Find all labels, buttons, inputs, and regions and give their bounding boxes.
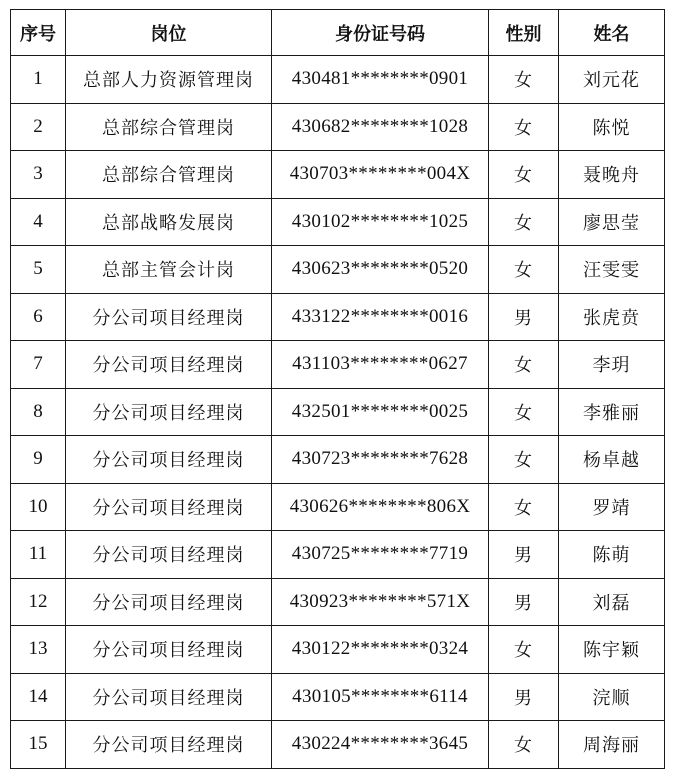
header-serial-number: 序号 — [11, 10, 66, 56]
serial-number-cell: 2 — [11, 103, 66, 151]
id-number-cell: 433122********0016 — [272, 293, 489, 341]
table-row — [11, 531, 665, 579]
serial-number-cell: 9 — [11, 436, 66, 484]
header-gender: 性别 — [489, 10, 559, 56]
table-row — [11, 626, 665, 674]
position-cell: 分公司项目经理岗 — [66, 531, 272, 579]
serial-number-cell: 5 — [11, 246, 66, 294]
table-row — [11, 151, 665, 199]
position-cell: 分公司项目经理岗 — [66, 578, 272, 626]
gender-cell: 男 — [489, 578, 559, 626]
gender-cell: 女 — [489, 246, 559, 294]
name-cell: 李雅丽 — [559, 388, 665, 436]
name-cell: 浣顺 — [559, 673, 665, 721]
id-number-cell: 430102********1025 — [272, 198, 489, 246]
gender-cell: 女 — [489, 56, 559, 104]
header-row — [11, 10, 665, 56]
position-cell: 总部综合管理岗 — [66, 151, 272, 199]
position-cell: 分公司项目经理岗 — [66, 483, 272, 531]
serial-number-cell: 14 — [11, 673, 66, 721]
position-cell: 分公司项目经理岗 — [66, 673, 272, 721]
id-number-cell: 430105********6114 — [272, 673, 489, 721]
position-cell: 分公司项目经理岗 — [66, 626, 272, 674]
header-position: 岗位 — [66, 10, 272, 56]
serial-number-cell: 13 — [11, 626, 66, 674]
serial-number-cell: 12 — [11, 578, 66, 626]
id-number-cell: 430723********7628 — [272, 436, 489, 484]
table-row — [11, 673, 665, 721]
name-cell: 周海丽 — [559, 721, 665, 769]
name-cell: 陈悦 — [559, 103, 665, 151]
table-header — [11, 10, 665, 56]
name-cell: 廖思莹 — [559, 198, 665, 246]
table-row — [11, 483, 665, 531]
name-cell: 汪雯雯 — [559, 246, 665, 294]
name-cell: 聂晚舟 — [559, 151, 665, 199]
position-cell: 分公司项目经理岗 — [66, 721, 272, 769]
gender-cell: 男 — [489, 673, 559, 721]
table-row — [11, 198, 665, 246]
serial-number-cell: 7 — [11, 341, 66, 389]
gender-cell: 男 — [489, 531, 559, 579]
gender-cell: 女 — [489, 103, 559, 151]
id-number-cell: 430923********571X — [272, 578, 489, 626]
table-row — [11, 56, 665, 104]
name-cell: 张虎贲 — [559, 293, 665, 341]
table-body — [11, 56, 665, 769]
serial-number-cell: 6 — [11, 293, 66, 341]
gender-cell: 女 — [489, 341, 559, 389]
id-number-cell: 430122********0324 — [272, 626, 489, 674]
id-number-cell: 431103********0627 — [272, 341, 489, 389]
id-number-cell: 430626********806X — [272, 483, 489, 531]
table-row — [11, 578, 665, 626]
position-cell: 总部综合管理岗 — [66, 103, 272, 151]
name-cell: 李玥 — [559, 341, 665, 389]
gender-cell: 女 — [489, 388, 559, 436]
document-page — [10, 9, 665, 769]
gender-cell: 女 — [489, 151, 559, 199]
serial-number-cell: 4 — [11, 198, 66, 246]
serial-number-cell: 3 — [11, 151, 66, 199]
table-row — [11, 388, 665, 436]
id-number-cell: 430703********004X — [272, 151, 489, 199]
id-number-cell: 430682********1028 — [272, 103, 489, 151]
id-number-cell: 432501********0025 — [272, 388, 489, 436]
header-name: 姓名 — [559, 10, 665, 56]
table-row — [11, 103, 665, 151]
table-row — [11, 246, 665, 294]
gender-cell: 女 — [489, 483, 559, 531]
serial-number-cell: 15 — [11, 721, 66, 769]
position-cell: 分公司项目经理岗 — [66, 293, 272, 341]
name-cell: 刘磊 — [559, 578, 665, 626]
position-cell: 总部主管会计岗 — [66, 246, 272, 294]
id-number-cell: 430224********3645 — [272, 721, 489, 769]
name-cell: 陈宇颖 — [559, 626, 665, 674]
personnel-table — [10, 9, 665, 769]
name-cell: 刘元花 — [559, 56, 665, 104]
gender-cell: 女 — [489, 626, 559, 674]
position-cell: 总部战略发展岗 — [66, 198, 272, 246]
table-row — [11, 293, 665, 341]
table-row — [11, 721, 665, 769]
header-id-number: 身份证号码 — [272, 10, 489, 56]
gender-cell: 女 — [489, 721, 559, 769]
serial-number-cell: 8 — [11, 388, 66, 436]
name-cell: 陈萌 — [559, 531, 665, 579]
serial-number-cell: 10 — [11, 483, 66, 531]
id-number-cell: 430623********0520 — [272, 246, 489, 294]
table-row — [11, 436, 665, 484]
gender-cell: 女 — [489, 198, 559, 246]
gender-cell: 女 — [489, 436, 559, 484]
position-cell: 总部人力资源管理岗 — [66, 56, 272, 104]
gender-cell: 男 — [489, 293, 559, 341]
position-cell: 分公司项目经理岗 — [66, 341, 272, 389]
name-cell: 杨卓越 — [559, 436, 665, 484]
name-cell: 罗靖 — [559, 483, 665, 531]
position-cell: 分公司项目经理岗 — [66, 436, 272, 484]
position-cell: 分公司项目经理岗 — [66, 388, 272, 436]
serial-number-cell: 1 — [11, 56, 66, 104]
id-number-cell: 430481********0901 — [272, 56, 489, 104]
table-row — [11, 341, 665, 389]
serial-number-cell: 11 — [11, 531, 66, 579]
id-number-cell: 430725********7719 — [272, 531, 489, 579]
